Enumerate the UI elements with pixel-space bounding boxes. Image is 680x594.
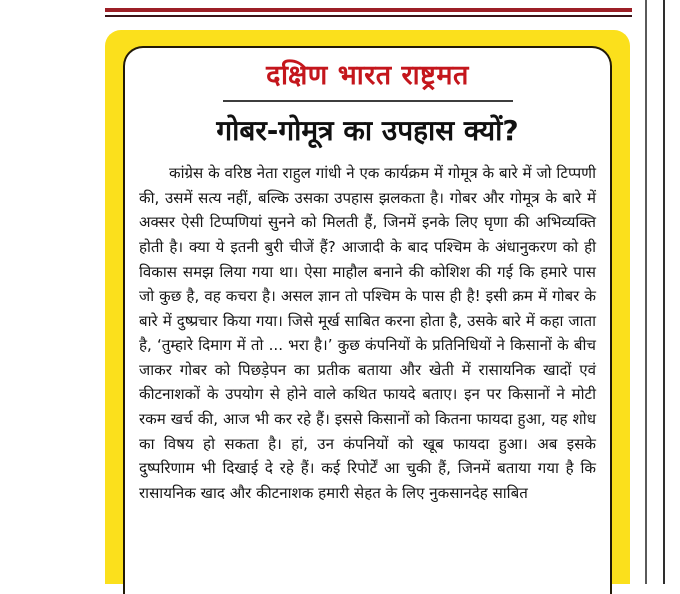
article-frame-inner bbox=[123, 46, 612, 594]
article-body-paragraph: कांग्रेस के वरिष्ठ नेता राहुल गांधी ने एक कार्यक्रम में गोमूत्र के बारे में जो टिप्पणी की, उसमें सत्य नहीं, बल्कि उसका उपहास झलकता है। गोबर और गोमूत्र के बारे में अक्सर ऐसी टिप्पणियां सुनने को मिलती हैं, जिनमें इनके लिए घृणा की अभिव्यक्ति होती है। क्या ये इतनी बुरी चीजें हैं? आजादी के बाद पश्चिम के अंधानुकरण को ही विकास समझ लिया गया था। ऐसा माहौल बनाने की कोशिश की गई कि हमारे पास जो कुछ है, वह कचरा है। असल ज्ञान तो पश्चिम के पास ही है! इसी क्रम में गोबर के बारे में दुष्प्रचार किया गया। जिसे मूर्ख साबित करना होता है, उसके बारे में कहा जाता है, ‘तुम्हारे दिमाग में तो ... भरा है।’ कुछ कंपनियों के प्रतिनिधियों ने किसानों के बीच जाकर गोबर को पिछड़ेपन का प्रतीक बताया और खेती में रासायनिक खादों एवं कीटनाशकों के उपयोग से होने वाले कथित फायदे बताए। इन पर किसानों ने मोटी रकम खर्च की, आज भी कर रहे हैं। इससे किसानों को कितना फायदा हुआ, यह शोध का विषय हो सकता है। हां, उन कंपनियों को खूब फायदा हुआ। अब इसके दुष्परिणाम भी दिखाई दे रहे हैं। कई रिपोर्टें आ चुकी हैं, जिनमें बताया गया है कि रासायनिक खाद और कीटनाशक हमारी सेहत के लिए नुकसानदेह साबित bbox=[139, 164, 596, 502]
masthead-divider bbox=[223, 100, 513, 102]
article-headline: गोबर-गोमूत्र का उपहास क्यों? bbox=[216, 113, 519, 147]
column-gutter-rule-left bbox=[645, 0, 647, 584]
publication-masthead: दक्षिण भारत राष्ट्रमत bbox=[266, 60, 469, 91]
column-gutter-rule-right bbox=[663, 0, 665, 584]
article-content bbox=[125, 48, 610, 594]
top-double-rule bbox=[105, 8, 632, 17]
article-body bbox=[139, 161, 596, 505]
article-frame bbox=[105, 30, 630, 584]
top-rule-thin bbox=[105, 15, 632, 17]
